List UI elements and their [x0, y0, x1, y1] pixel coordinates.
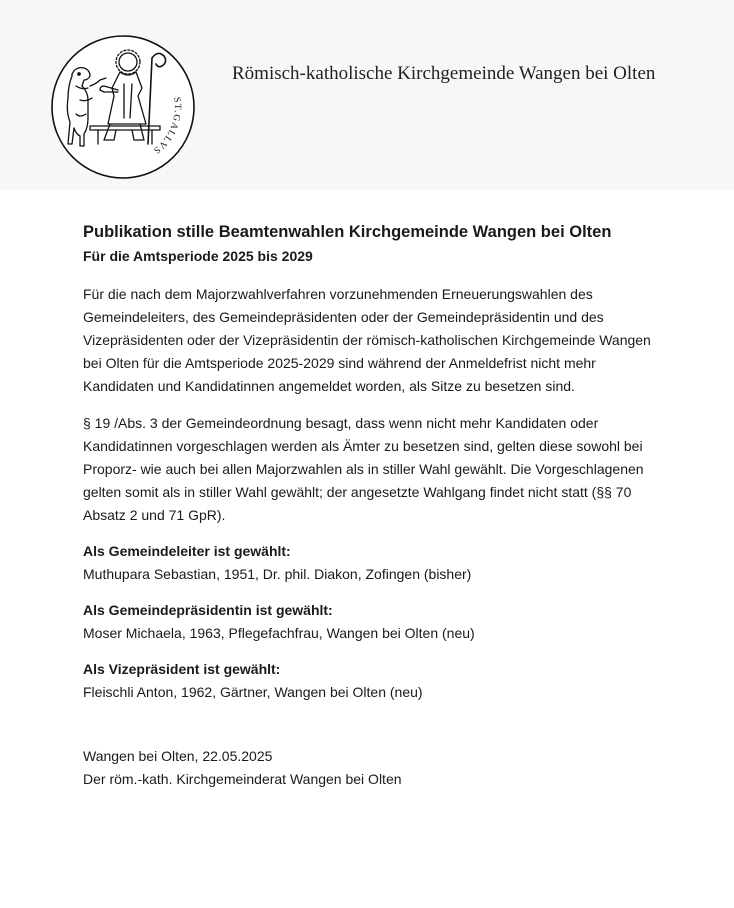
elected-heading: Als Vizepräsident ist gewählt: — [83, 661, 281, 677]
signature: Der röm.-kath. Kirchgemeinderat Wangen bei Olten — [83, 771, 402, 787]
elected-person: Moser Michaela, 1963, Pflegefachfrau, Wangen bei Olten (neu) — [83, 625, 475, 641]
st-gallus-seal-icon — [50, 34, 196, 180]
paragraph-legal-basis: § 19 /Abs. 3 der Gemeindeordnung besagt, dass wenn nicht mehr Kandidaten oder Kandidatinnen vorgeschlagen werden als Ämter zu besetzen sind, gelten diese sowohl bei Proporz- wie auch bei allen Majorzwahlen als in stiller Wahl gewählt. Die Vorgeschlagenen gelten somit als in stiller Wahl gewählt; der angesetzte Wahlgang findet nicht statt (§§ 70 Absatz 2 und 71 GpR). — [83, 415, 644, 523]
organization-name: Römisch-katholische Kirchgemeinde Wangen bei Olten — [232, 63, 656, 84]
seal-text: ST.GALLVS — [150, 96, 182, 156]
paragraph-election-notice: Für die nach dem Majorzwahlverfahren vorzunehmenden Erneuerungswahlen des Gemeindeleiters, des Gemeindepräsidenten oder der Gemeindepräsidentin und des Vizepräsidenten oder der Vizepräsidentin der römisch-katholischen Kirchgemeinde Wangen bei Olten für die Amtsperiode 2025-2029 sind während der Anmeldefrist nicht mehr Kandidaten und Kandidatinnen angemeldet worden, als Sitze zu besetzen sind. — [83, 286, 651, 394]
elected-heading: Als Gemeindepräsidentin ist gewählt: — [83, 602, 333, 618]
elected-person: Muthupara Sebastian, 1951, Dr. phil. Diakon, Zofingen (bisher) — [83, 566, 472, 582]
place-date: Wangen bei Olten, 22.05.2025 — [83, 748, 273, 764]
closing-block — [83, 745, 658, 791]
elected-person: Fleischli Anton, 1962, Gärtner, Wangen bei Olten (neu) — [83, 684, 423, 700]
publication-content — [83, 221, 658, 791]
elected-section-gemeindepraesidentin — [83, 599, 658, 645]
page-title: Publikation stille Beamtenwahlen Kirchgemeinde Wangen bei Olten — [83, 223, 612, 241]
elected-heading: Als Gemeindeleiter ist gewählt: — [83, 543, 291, 559]
elected-section-vizepraesident — [83, 658, 658, 704]
elected-section-gemeindeleiter — [83, 540, 658, 586]
page-subtitle: Für die Amtsperiode 2025 bis 2029 — [83, 248, 313, 264]
